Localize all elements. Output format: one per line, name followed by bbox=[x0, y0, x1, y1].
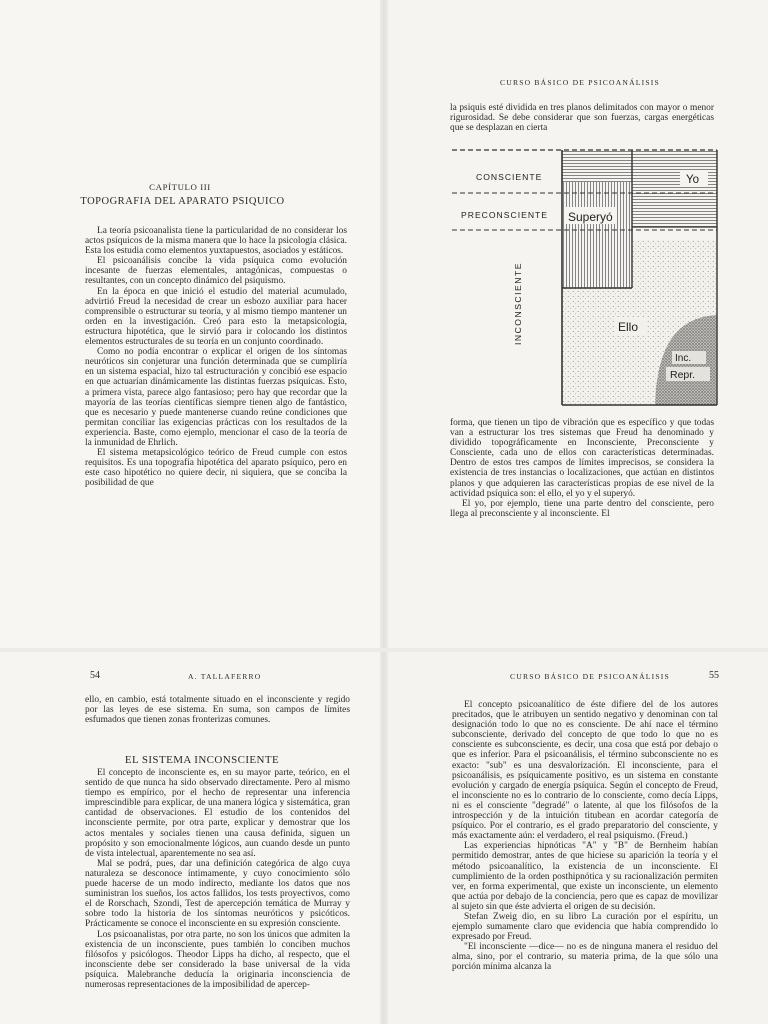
paragraph: El yo, por ejemplo, tiene una parte dentro del consciente, pero llega al preconsciente y al inconsciente. El bbox=[450, 498, 714, 519]
paragraph: En la época en que inició el estudio del material acumulado, advirtió Freud la necesidad de crear un esbozo auxiliar para hacer comprensible o estructurar su teoría, y al mismo tiempo mantener un orden en la investigación. Creó para esto la metapsicología, estructura hipotética, que le sirvió para ir colocando los distintos elementos estructurales de su teoría en un conjunto coordinado. bbox=[85, 286, 347, 348]
book-gutter bbox=[380, 0, 388, 1024]
label-ello: Ello bbox=[618, 320, 639, 334]
paragraph: Como no podía encontrar o explicar el origen de los síntomas neuróticos sin conjeturar una función determinada que se cumpliría en un sistema espacial, hizo tal estructuración y concibió ese espacio en que actuarían dinámicamente las distintas fuerzas psíquicas. Esto, a primera vista, parece algo fantasioso; pero hay que recordar que la mayoría de las teorías científicas siempre tienen algo de fantástico, que es necesario y puede mantenerse cuando reúne condiciones que permitan conciliar las exigencias prácticas con los resultados de la experiencia. Baste, como ejemplo, mencionar el caso de la teoría de la inmunidad de Ehrlich. bbox=[85, 347, 347, 448]
paragraph: El psicoanálisis concibe la vida psíquica como evolución incesante de fuerzas elementales, antagónicas, compuestas o resultantes, con un concepto dinámico del psiquismo. bbox=[85, 256, 347, 287]
running-head: CURSO BÁSICO DE PSICOANÁLISIS bbox=[510, 672, 670, 681]
label-yo: Yo bbox=[686, 174, 700, 186]
page-number: 55 bbox=[709, 670, 719, 681]
label-repr: Repr. bbox=[670, 369, 696, 381]
page-lower-left bbox=[0, 650, 384, 1024]
page-lower-right bbox=[384, 650, 768, 1024]
paragraph: Las experiencias hipnóticas "A" y "B" de Bernheim habían permitido demostrar, antes de que hiciese su aparición la teoría y el método psicoanalítico, la existencia de un inconsciente. El cumplimiento de la orden posthipnótica y su racionalización permiten ver, en forma experimental, que existe un inconsciente, un elemento que actúa por debajo de la conciencia, pero que es capaz de movilizar al sujeto sin que éste advierta el origen de su decisión. bbox=[452, 841, 718, 912]
page-body bbox=[452, 700, 718, 973]
running-head: A. TALLAFERRO bbox=[188, 672, 262, 681]
paragraph: Mal se podrá, pues, dar una definición categórica de algo cuya naturaleza se desconoce íntimamente, y cuyo conocimiento sólo puede hacerse de un modo indirecto, mediante los datos que nos suministran los sueños, los actos fallidos, los tests proyectivos, como el de Rorschach, Szondi, Test de apercepción temática de Murray y sobre todo la historia de los síntomas neuróticos y psicóticos. Prácticamente se conoce el inconsciente en su expresión consciente. bbox=[85, 858, 350, 930]
paragraph: El concepto psicoanalítico de éste difiere del de los autores precitados, que le atribuyen un sentido negativo y denominan con tal designación todo lo que no es consciente. De ahí nace el término subconsciente, derivado del concepto de que todo lo que no es consciente es subconsciente, es decir, una cosa que está por debajo o que es inferior. Para el psicoanálisis, el término subconsciente no es exacto: "sub" es una desvalorización. El inconsciente, para el psicoanálisis, es psíquicamente positivo, es un sistema en constante evolución y cargado de energía psíquica. Según el concepto de Freud, el inconsciente no es lo contrario de lo consciente, como decía Lipps, ni es el consciente "degradé" o latente, al que los filósofos de la introspección y de la intuición titubean en acordar categoría de psíquico. Por el contrario, es el grado preparatorio del consciente, y más exactamente aún: el verdadero, el real psiquismo. (Freud.) bbox=[452, 700, 718, 842]
top-paragraph bbox=[450, 103, 714, 133]
paragraph: El concepto de inconsciente es, en su mayor parte, teórico, en el sentido de que nunca ha sido observado directamente. Pero al mismo tiempo es empírico, por el hecho de representar una inferencia imprescindible para explicar, de una manera lógica y sistemática, gran cantidad de observaciones. El estudio de los contenidos del inconsciente permite, por otra parte, explicar y demostrar que los actos mentales y sociales tienen una causa definida, siguen un propósito y son emocionalmente lógicos, aun cuando desde un punto de vista intelectual, aparentemente no sea así. bbox=[85, 768, 350, 859]
label-preconsciente: PRECONSCIENTE bbox=[461, 210, 549, 220]
label-superyo: Superyó bbox=[568, 210, 613, 224]
section-body bbox=[85, 768, 350, 990]
paragraph: El sistema metapsicológico teórico de Freud cumple con estos requisitos. Es una topografía hipotética del aparato psíquico, pero en este caso hipotético no quiere decir, ni siquiera, que se conciba la posibilidad de que bbox=[85, 448, 347, 489]
paragraph: "El inconsciente —dice— no es de ninguna manera el residuo del alma, sino, por el contrario, su materia prima, de la que sólo una porción mínima alcanza la bbox=[452, 942, 718, 973]
label-inconsciente: INCONSCIENTE bbox=[513, 262, 523, 345]
paragraph: forma, que tienen un tipo de vibración que es específico y que todas van a estructurar los tres sistemas que Freud ha denominado y dividido topográficamente en Inconsciente, Preconsciente y Consciente, cada uno de ellos con características determinadas. Dentro de estos tres campos de límites imprecisos, se considera la existencia de tres instancias o localizaciones, que actúan en distintos planos y que adquieren las características propias de ese nivel de la actividad psíquica son: el ello, el yo y el superyó. bbox=[450, 418, 714, 499]
after-diagram-body bbox=[450, 418, 714, 519]
label-inc: Inc. bbox=[675, 353, 692, 364]
chapter-label: CAPÍTULO III bbox=[149, 182, 211, 192]
page-upper-left bbox=[0, 0, 384, 650]
label-consciente: CONSCIENTE bbox=[476, 172, 543, 182]
section-title: EL SISTEMA INCONSCIENTE bbox=[124, 754, 280, 766]
paragraph: la psiquis esté dividida en tres planos delimitados con mayor o menor rigurosidad. Se debe considerar que son fuerzas, cargas energéticas que se desplazan en cierta bbox=[450, 103, 714, 134]
paragraph: La teoría psicoanalista tiene la particularidad de no considerar los actos psíquicos de la misma manera que lo hace la psicología clásica. Esta los estudia como elementos yuxtapuestos, asociados y estáticos. bbox=[85, 226, 347, 257]
chapter-title: TOPOGRAFIA DEL APARATO PSIQUICO bbox=[80, 196, 285, 207]
paragraph: Los psicoanalistas, por otra parte, no son los únicos que admiten la existencia de un inconsciente, pues también lo conciben muchos filósofos y psicólogos. Theodor Lipps ha dicho, al respecto, que el inconsciente debe ser considerado la base universal de la vida psíquica. Malebranche deducía la originaria inconsciencia de numerosas representaciones de la imposibilidad de apercep- bbox=[85, 929, 350, 990]
scan-separator bbox=[0, 648, 768, 652]
running-head: CURSO BÁSICO DE PSICOANÁLISIS bbox=[500, 78, 660, 87]
diagram-regions bbox=[562, 150, 717, 405]
paragraph: ello, en cambio, está totalmente situado en el inconsciente y regido por las leyes de ese sistema. En suma, son campos de límites esfumados que tienen zonas fronterizas comunes. bbox=[85, 695, 350, 726]
paragraph: Stefan Zweig dio, en su libro La curación por el espíritu, un ejemplo sumamente claro que evidencia que había comprendido lo expresado por Freud. bbox=[452, 911, 718, 943]
chapter-body bbox=[85, 226, 347, 488]
top-paragraph bbox=[85, 695, 350, 725]
psychic-apparatus-diagram bbox=[452, 145, 722, 410]
page-number: 54 bbox=[90, 670, 100, 681]
